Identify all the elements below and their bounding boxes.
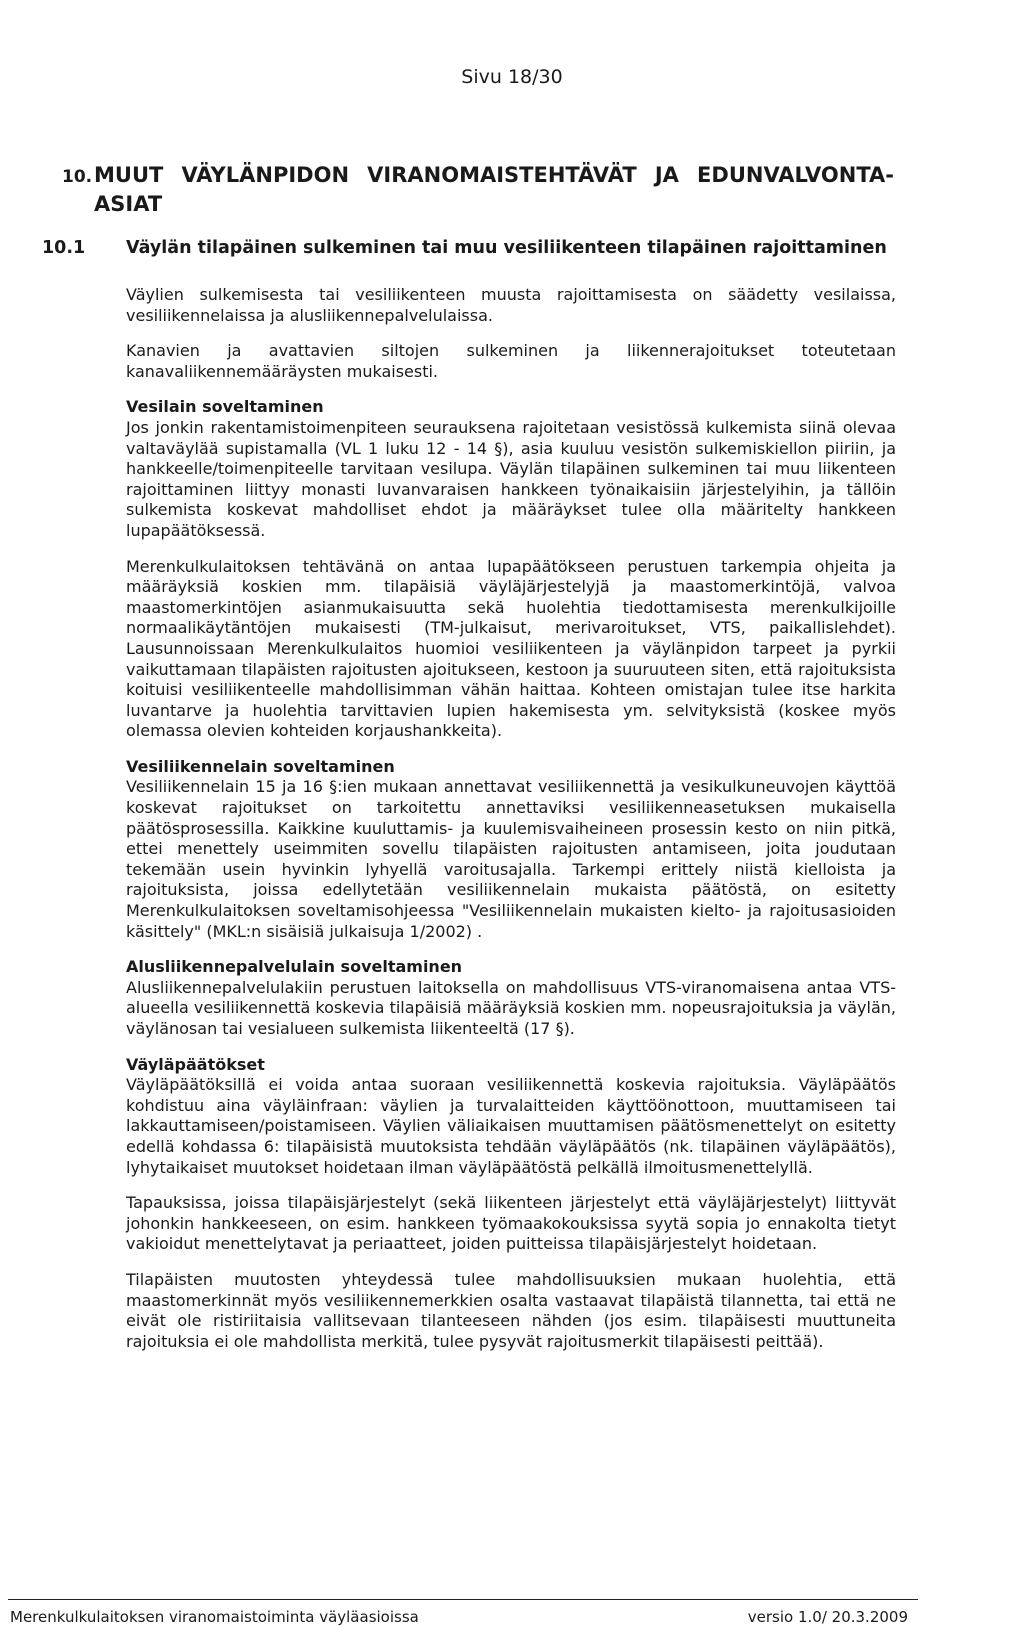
section-title: Väylän tilapäinen sulkeminen tai muu vesiliikenteen tilapäinen rajoittaminen (126, 238, 887, 258)
subheading-vesilaki: Vesilain soveltaminen (126, 397, 324, 417)
page-number: Sivu 18/30 (461, 66, 563, 88)
subheading-alusliikennepalvelulaki: Alusliikennepalvelulain soveltaminen (126, 957, 463, 977)
paragraph: Tapauksissa, joissa tilapäisjärjestelyt (sekä liikenteen järjestelyt että väyläjärjestelyt) liittyvät johonkin hankkeeseen, on esim. hankkeen työmaakokouksissa syytä sopia jo ennakolta tietyt vakioidut menettelytavat ja periaatteet, joiden puitteissa tilapäisjärjestelyt hoidetaan. (126, 1193, 896, 1254)
chapter-title-continued: ASIAT (94, 192, 163, 216)
section-number: 10.1 (42, 238, 86, 258)
paragraph: Kanavien ja avattavien siltojen sulkeminen ja liikennerajoitukset toteutetaan kanavaliikennemääräysten mukaisesti. (126, 341, 896, 381)
paragraph: Jos jonkin rakentamistoimenpiteen seurauksena rajoitetaan vesistössä kulkemista siinä olevaa valtaväylää supistamalla (VL 1 luku 12 - 14 §), asia kuuluu vesistön sulkemiskiellon piiriin, ja hankkeelle/toimenpiteelle tarvitaan vesilupa. Väylän tilapäinen sulkeminen tai muu liikenteen rajoittaminen liittyy monasti luvanvaraisen hankkeen työnaikaisiin järjestelyihin, ja tällöin sulkemista koskevat mahdolliset ehdot ja määräykset tulee olla määritelty hankkeen lupapäätöksessä. (126, 417, 896, 540)
paragraph: Vesiliikennelain 15 ja 16 §:ien mukaan annettavat vesiliikennettä ja vesikulkuneuvojen käyttöä koskevat rajoitukset on tarkoitettu annettaviksi vesiliikenneasetuksen mukaisella päätösprosessilla. Kaikkine kuuluttamis- ja kuulemisvaiheineen prosessin kesto on niin pitkä, ettei menettely useimmiten sovellu tilapäisten rajoitusten antamiseen, joita joudutaan tekemään usein hyvinkin lyhyellä varoitusajalla. Tarkempi erittely niistä kielloista ja rajoituksista, joissa edellytetään vesiliikennelain mukaista päätöstä, on esitetty Merenkulkulaitoksen soveltamisohjeessa "Vesiliikennelain mukaisten kielto- ja rajoitusasioiden käsittely" (MKL:n sisäisiä julkaisuja 1/2002) . (126, 777, 896, 941)
paragraph: Väylien sulkemisesta tai vesiliikenteen muusta rajoittamisesta on säädetty vesilaissa, vesiliikennelaissa ja alusliikennepalvelulaissa. (126, 285, 896, 325)
footer-document-title: Merenkulkulaitoksen viranomaistoiminta väyläasioissa (10, 1608, 419, 1626)
footer-divider (8, 1599, 918, 1600)
subheading-vaylapaatokset: Väyläpäätökset (126, 1054, 265, 1074)
section-heading (42, 238, 942, 258)
paragraph: Väyläpäätöksillä ei voida antaa suoraan vesiliikennettä koskevia rajoituksia. Väyläpäätös kohdistuu aina väyläinfraan: väylien ja turvalaitteiden käyttöönottoon, muuttamiseen tai lakkauttamiseen/poistamiseen. Väylien väliaikaisen muuttamisen päätösmenettelyt on esitetty edellä kohdassa 6: tilapäisistä muutoksista tehdään väyläpäätös (nk. tilapäinen väyläpäätös), lyhytaikaiset muutokset hoidetaan ilman väyläpäätöstä pelkällä ilmoitusmenettelyllä. (126, 1075, 896, 1177)
chapter-number: 10. (62, 167, 93, 187)
chapter-title: MUUT VÄYLÄNPIDON VIRANOMAISTEHTÄVÄT JA EDUNVALVONTA- (94, 163, 894, 187)
footer-version: versio 1.0/ 20.3.2009 (747, 1608, 908, 1626)
paragraph: Tilapäisten muutosten yhteydessä tulee mahdollisuuksien mukaan huolehtia, että maastomerkinnät myös vesiliikennemerkkien osalta vastaavat tilapäistä tilannetta, tai että ne eivät ole ristiriitaisia vallitsevaan tilanteeseen nähden (jos esim. tilapäisesti muuttuneita rajoituksia ei ole mahdollista merkitä, tulee pysyvät rajoitusmerkit tilapäisesti peittää). (126, 1269, 896, 1351)
document-body (126, 285, 896, 1367)
page-footer (10, 1608, 908, 1626)
chapter-heading (62, 162, 942, 218)
subheading-vesiliikennelaki: Vesiliikennelain soveltaminen (126, 756, 395, 776)
paragraph: Merenkulkulaitoksen tehtävänä on antaa lupapäätökseen perustuen tarkempia ohjeita ja määräyksiä koskien mm. tilapäisiä väyläjärjestelyjä ja maastomerkintöjä, valvoa maastomerkintöjen asianmukaisuutta sekä huolehtia tiedottamisesta merenkulkijoille normaalikäytäntöjen mukaisesti (TM-julkaisut, merivaroitukset, VTS, paikallislehdet). Lausunnoissaan Merenkulkulaitos huomioi vesiliikenteen ja väylänpidon tarpeet ja pyrkii vaikuttamaan tilapäisten rajoitusten ajoitukseen, kestoon ja suuruuteen siten, että rajoituksista koituisi vesiliikenteelle mahdollisimman vähän haittaa. Kohteen omistajan tulee itse harkita luvantarve ja huolehtia tarvittavien lupien hakemisesta ym. selvityksistä (koskee myös olemassa olevien kohteiden korjaushankkeita). (126, 556, 896, 741)
paragraph: Alusliikennepalvelulakiin perustuen laitoksella on mahdollisuus VTS-viranomaisena antaa VTS-alueella vesiliikennettä koskevia tilapäisiä määräyksiä koskien mm. nopeusrajoituksia ja väylän, väylänosan tai vesialueen sulkemista liikenteeltä (17 §). (126, 977, 896, 1038)
